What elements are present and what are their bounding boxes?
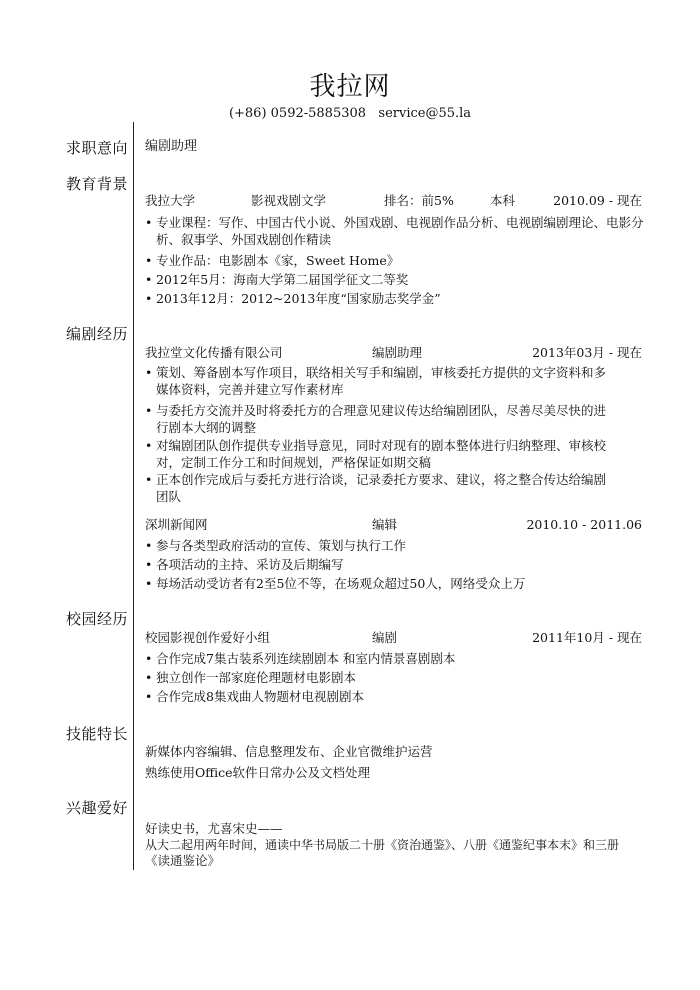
list-item: • 合作完成8集戏曲人物题材电视剧剧本 <box>145 688 645 705</box>
job-bullet-text: 各项活动的主持、采访及后期编写 <box>156 557 344 572</box>
section-title-skills: 技能特长 <box>66 725 129 743</box>
interest-line: 从大二起用两年时间，通读中华书局版二十册《资治通鉴》、八册《通鉴纪事本末》和三册 <box>145 838 620 852</box>
list-item: • 参与各类型政府活动的宣传、策划与执行工作 <box>145 537 645 554</box>
list-item: • 2012年5月：海南大学第二届国学征文二等奖 <box>145 271 645 288</box>
job-bullet-text: 每场活动受访者有2至5位不等，在场观众超过50人，网络受众上万 <box>156 576 526 591</box>
list-item: • 正本创作完成后与委托方进行洽谈，记录委托方要求、建议，将之整合传达给编剧团队 <box>145 471 615 505</box>
job-role: 编剧助理 <box>372 345 423 360</box>
campus-bullet-text: 合作完成7集古装系列连续剧剧本 和室内情景喜剧剧本 <box>156 651 456 666</box>
list-item: • 专业作品：电影剧本《家，Sweet Home》 <box>145 252 645 269</box>
section-title-campus: 校园经历 <box>66 610 129 628</box>
campus-bullet-text: 合作完成8集戏曲人物题材电视剧剧本 <box>156 689 364 704</box>
edu-bullet-text: 2013年12月：2012~2013年度“国家励志奖学金” <box>156 291 441 306</box>
edu-period: 2010.09 - 现在 <box>553 193 642 208</box>
job-period: 2013年03月 - 现在 <box>532 345 642 360</box>
section-title-education: 教育背景 <box>66 175 129 193</box>
resume-name: 我拉网 <box>309 72 391 102</box>
list-item: • 对编剧团队创作提供专业指导意见，同时对现有的剧本整体进行归纳整理、审核校对，定制工作分工和时间规划，严格保证如期交稿 <box>145 437 615 471</box>
section-title-work: 编剧经历 <box>66 325 129 343</box>
edu-school: 我拉大学 <box>145 193 196 208</box>
edu-rank: 排名：前5% <box>384 193 454 208</box>
interest-line: 好读史书，尤喜宋史—— <box>145 821 283 836</box>
list-item: • 独立创作一部家庭伦理题材电影剧本 <box>145 669 645 686</box>
job-bullet-text: 参与各类型政府活动的宣传、策划与执行工作 <box>156 538 407 553</box>
list-item: • 各项活动的主持、采访及后期编写 <box>145 556 645 573</box>
list-item: • 每场活动受访者有2至5位不等，在场观众超过50人，网络受众上万 <box>145 575 645 592</box>
campus-org: 校园影视创作爱好小组 <box>145 630 271 645</box>
list-item: • 与委托方交流并及时将委托方的合理意见建议传达给编剧团队，尽善尽美尽快的进行剧本大纲的调整 <box>145 402 615 436</box>
objective-value: 编剧助理 <box>145 139 198 154</box>
list-item: • 2013年12月：2012~2013年度“国家励志奖学金” <box>145 290 645 307</box>
campus-bullet-text: 独立创作一部家庭伦理题材电影剧本 <box>156 670 357 685</box>
edu-degree: 本科 <box>490 193 516 208</box>
job-period: 2010.10 - 2011.06 <box>526 517 642 532</box>
job-company: 深圳新闻网 <box>145 517 208 532</box>
job-company: 我拉堂文化传播有限公司 <box>145 345 283 360</box>
job-bullet-text: 与委托方交流并及时将委托方的合理意见建议传达给编剧团队，尽善尽美尽快的进行剧本大纲的调整 <box>156 403 607 435</box>
job-bullet-text: 对编剧团队创作提供专业指导意见，同时对现有的剧本整体进行归纳整理、审核校对，定制工作分工和时间规划，严格保证如期交稿 <box>156 438 607 470</box>
edu-major: 影视戏剧文学 <box>251 193 327 208</box>
skill-line: 熟练使用Office软件日常办公及文档处理 <box>145 765 371 780</box>
list-item: • 合作完成7集古装系列连续剧剧本 和室内情景喜剧剧本 <box>145 650 645 667</box>
job-bullet-text: 正本创作完成后与委托方进行洽谈，记录委托方要求、建议，将之整合传达给编剧团队 <box>156 472 607 504</box>
list-item: • 策划、筹备剧本写作项目，联络相关写手和编剧，审核委托方提供的文字资料和多媒体资料，完善并建立写作素材库 <box>145 364 615 398</box>
contact-line: (+86) 0592-5885308 service@55.la <box>228 106 472 121</box>
section-divider-line <box>133 122 134 870</box>
section-title-interests: 兴趣爱好 <box>66 799 129 817</box>
edu-bullet-text: 2012年5月：海南大学第二届国学征文二等奖 <box>156 272 409 287</box>
section-title-objective: 求职意向 <box>66 139 129 157</box>
skill-line: 新媒体内容编辑、信息整理发布、企业官微维护运营 <box>145 744 433 759</box>
job-bullet-text: 策划、筹备剧本写作项目，联络相关写手和编剧，审核委托方提供的文字资料和多媒体资料，完善并建立写作素材库 <box>156 365 607 397</box>
edu-bullet-text: 专业作品：电影剧本《家，Sweet Home》 <box>156 253 400 268</box>
list-item: • 专业课程：写作、中国古代小说、外国戏剧、电视剧作品分析、电视剧编剧理论、电影分析、叙事学、外国戏剧创作精读 <box>145 215 644 247</box>
job-role: 编辑 <box>372 517 398 532</box>
interest-line: 《读通鉴论》 <box>145 853 221 868</box>
campus-period: 2011年10月 - 现在 <box>532 630 642 645</box>
edu-bullet-text: 专业课程：写作、中国古代小说、外国戏剧、电视剧作品分析、电视剧编剧理论、电影分析、叙事学、外国戏剧创作精读 <box>156 215 644 247</box>
campus-role: 编剧 <box>372 630 398 645</box>
